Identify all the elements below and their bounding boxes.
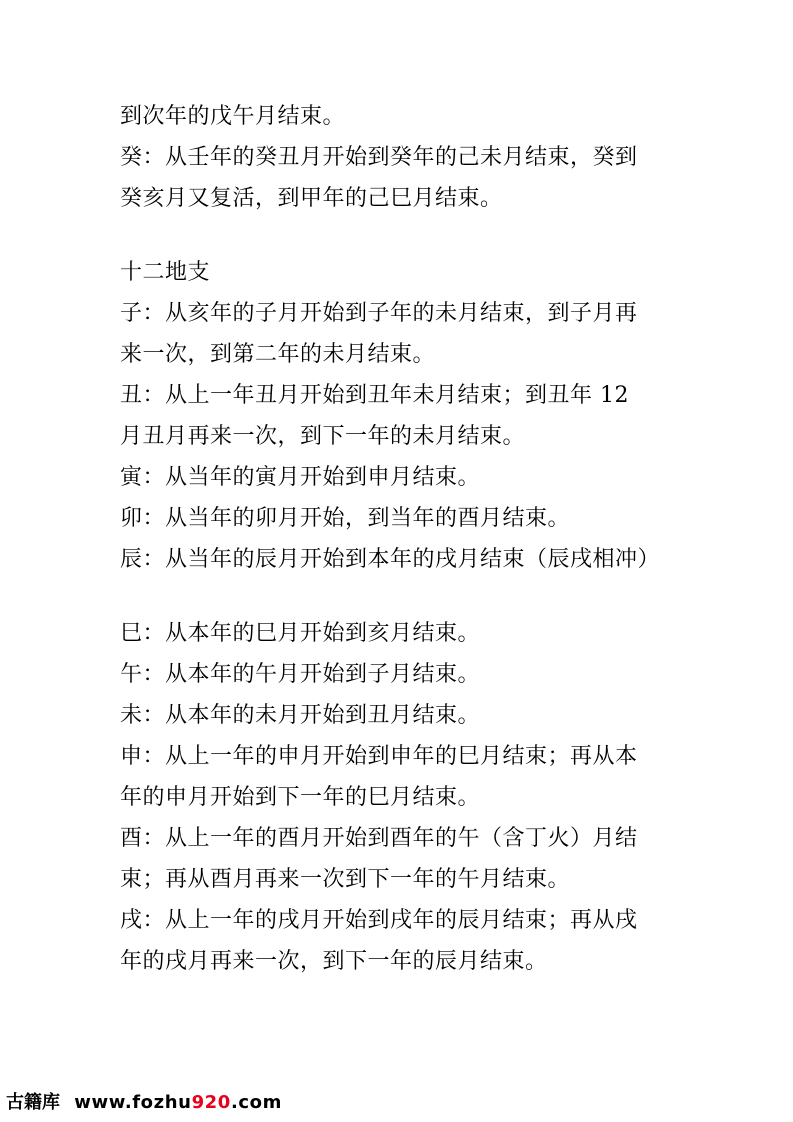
text-line: 年的戌月再来一次，到下一年的辰月结束。 <box>120 949 548 974</box>
text-line: 丑：从上一年丑月开始到丑年未月结束；到丑年 12 <box>120 383 629 408</box>
text-line: 子：从亥年的子月开始到子年的未月结束，到子月再 <box>120 301 638 326</box>
paragraph-gap <box>120 219 700 252</box>
text-line: 巳：从本年的巳月开始到亥月结束。 <box>120 621 481 646</box>
site-url-part: 920 <box>191 1092 231 1113</box>
text-line: 午：从本年的午月开始到子月结束。 <box>120 662 481 687</box>
text-line: 辰：从当年的辰月开始到本年的戌月结束（辰戌相冲） <box>120 547 661 572</box>
text-line: 来一次，到第二年的未月结束。 <box>120 342 436 367</box>
text-line: 寅：从当年的寅月开始到申月结束。 <box>120 465 481 490</box>
text-line: 束；再从酉月再来一次到下一年的午月结束。 <box>120 867 571 892</box>
document-page <box>120 96 700 982</box>
text-line: 酉：从上一年的酉月开始到酉年的午（含丁火）月结 <box>120 826 638 851</box>
site-name: 古籍库 <box>6 1092 60 1113</box>
text-line: 癸：从壬年的癸丑月开始到癸年的己未月结束，癸到 <box>120 145 638 170</box>
paragraph-gap <box>120 580 700 613</box>
site-url-part: www.fozhu <box>74 1092 192 1113</box>
text-line: 月丑月再来一次，到下一年的未月结束。 <box>120 424 526 449</box>
text-line: 年的申月开始到下一年的巳月结束。 <box>120 785 481 810</box>
footer-watermark <box>6 1088 282 1114</box>
text-line: 申：从上一年的申月开始到申年的巳月结束；再从本 <box>120 744 638 769</box>
text-line: 到次年的戊午月结束。 <box>120 104 346 129</box>
text-line: 未：从本年的未月开始到丑月结束。 <box>120 703 481 728</box>
text-line: 卯：从当年的卯月开始，到当年的酉月结束。 <box>120 506 571 531</box>
text-line: 癸亥月又复活，到甲年的己巳月结束。 <box>120 186 503 211</box>
site-url-part: .com <box>230 1092 282 1113</box>
text-line: 戌：从上一年的戌月开始到戌年的辰月结束；再从戌 <box>120 908 638 933</box>
section-heading: 十二地支 <box>120 260 211 285</box>
